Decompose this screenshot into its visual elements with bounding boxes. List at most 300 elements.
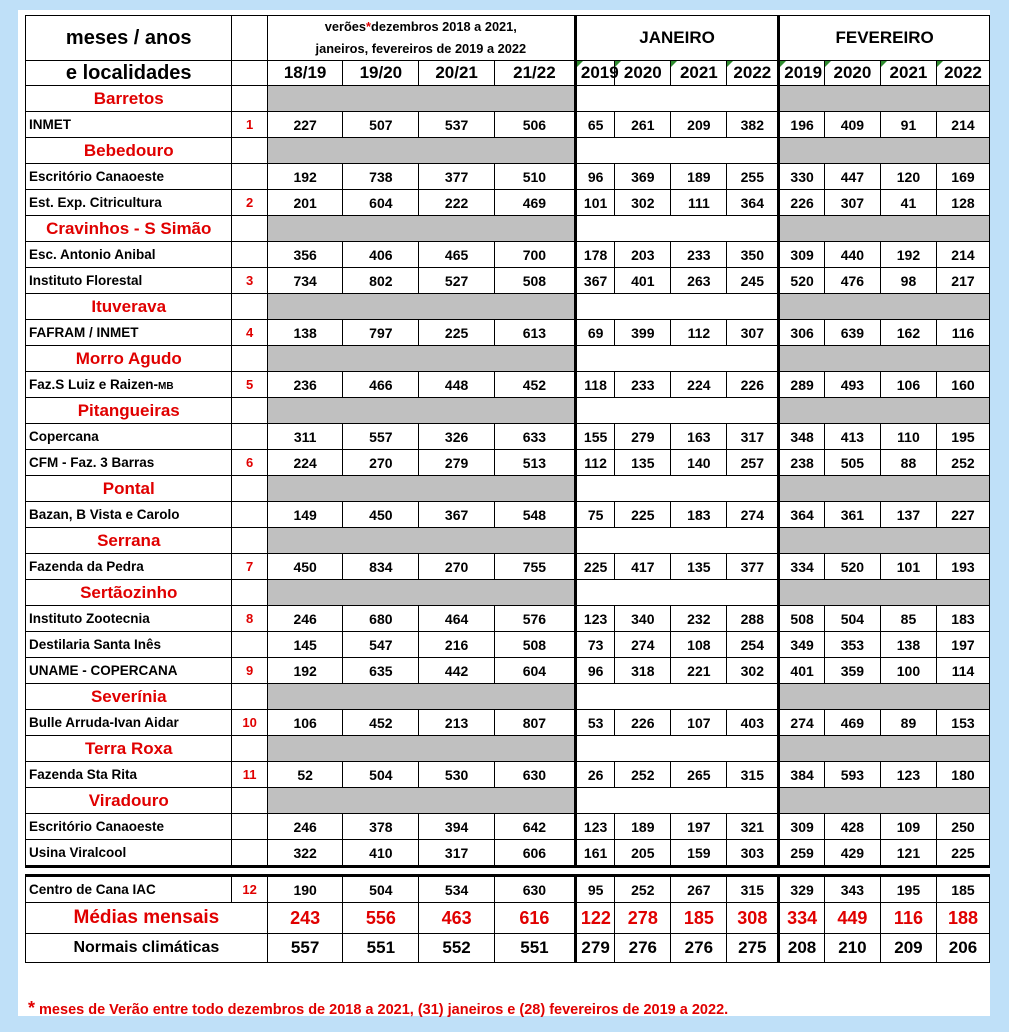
value-cell: 128: [936, 190, 989, 216]
location-label: FAFRAM / INMET: [29, 325, 139, 340]
value-cell: 69: [575, 320, 614, 346]
value-cell: 452: [343, 710, 419, 736]
value-cell: 413: [824, 424, 880, 450]
value-cell: 321: [727, 814, 779, 840]
city-name: Barretos: [26, 86, 232, 112]
value-cell: 340: [615, 606, 671, 632]
location-name: [26, 658, 232, 684]
value-cell: 700: [494, 242, 575, 268]
janeiro-header: JANEIRO: [575, 16, 778, 61]
value-cell: 270: [419, 554, 495, 580]
footnote: [28, 998, 728, 1019]
value-cell: 121: [880, 840, 936, 867]
value-cell: 227: [936, 502, 989, 528]
footnote-star: *: [28, 998, 36, 1018]
value-cell: 214: [936, 242, 989, 268]
table-row: [26, 762, 990, 788]
city-header-row: [26, 216, 990, 242]
location-label: Escritório Canaoeste: [29, 819, 165, 834]
location-name: [26, 164, 232, 190]
city-header-row: [26, 788, 990, 814]
value-cell: 630: [494, 876, 575, 903]
station-index: [232, 814, 267, 840]
value-cell: 307: [824, 190, 880, 216]
location-label: CFM - Faz. 3 Barras: [29, 455, 155, 470]
location-name: [26, 840, 232, 867]
value-cell: 448: [419, 372, 495, 398]
value-cell: 96: [575, 658, 614, 684]
gray-fill: [779, 216, 990, 242]
value-cell: 537: [419, 112, 495, 138]
city-blank: [232, 736, 267, 762]
value-cell: 317: [419, 840, 495, 867]
value-cell: 267: [671, 876, 727, 903]
value-cell: 506: [494, 112, 575, 138]
value-cell: 189: [615, 814, 671, 840]
value-cell: 606: [494, 840, 575, 867]
value-cell: 259: [779, 840, 825, 867]
col-header: 21/22: [494, 61, 575, 86]
value-cell: 189: [671, 164, 727, 190]
city-blank: [232, 580, 267, 606]
table-row: [26, 554, 990, 580]
value-cell: 639: [824, 320, 880, 346]
normals-value: 552: [419, 934, 495, 963]
value-cell: 270: [343, 450, 419, 476]
table-row: [26, 710, 990, 736]
col-header: 19/20: [343, 61, 419, 86]
value-cell: 274: [779, 710, 825, 736]
header-row-2: [26, 61, 990, 86]
city-header-row: [26, 684, 990, 710]
value-cell: 367: [419, 502, 495, 528]
table-row: [26, 840, 990, 867]
summer-header-asterisk: *: [366, 19, 372, 34]
value-cell: 160: [936, 372, 989, 398]
gray-fill: [779, 580, 990, 606]
value-cell: 288: [727, 606, 779, 632]
value-cell: 149: [267, 502, 343, 528]
location-name: [26, 450, 232, 476]
gray-fill: [267, 86, 575, 112]
location-name: [26, 112, 232, 138]
station-index: 3: [232, 268, 267, 294]
value-cell: 576: [494, 606, 575, 632]
value-cell: 593: [824, 762, 880, 788]
value-cell: 442: [419, 658, 495, 684]
value-cell: 409: [824, 112, 880, 138]
blank-fill: [575, 86, 778, 112]
station-index: 11: [232, 762, 267, 788]
value-cell: 52: [267, 762, 343, 788]
city-header-row: [26, 580, 990, 606]
value-cell: 227: [267, 112, 343, 138]
value-cell: 232: [671, 606, 727, 632]
value-cell: 145: [267, 632, 343, 658]
location-name: [26, 606, 232, 632]
value-cell: 465: [419, 242, 495, 268]
value-cell: 246: [267, 606, 343, 632]
location-name: [26, 372, 232, 398]
value-cell: 807: [494, 710, 575, 736]
value-cell: 254: [727, 632, 779, 658]
gray-fill: [779, 528, 990, 554]
value-cell: 604: [494, 658, 575, 684]
value-cell: 520: [824, 554, 880, 580]
value-cell: 252: [936, 450, 989, 476]
value-cell: 504: [343, 876, 419, 903]
location-label: Faz.S Luiz e Raizen-: [29, 377, 159, 392]
value-cell: 197: [936, 632, 989, 658]
table-row: [26, 450, 990, 476]
value-cell: 193: [936, 554, 989, 580]
location-label: INMET: [29, 117, 71, 132]
summer-header-b: dezembros 2018 a 2021,: [371, 19, 517, 34]
value-cell: 88: [880, 450, 936, 476]
gray-fill: [779, 138, 990, 164]
normals-row: [26, 934, 990, 963]
value-cell: 364: [779, 502, 825, 528]
normals-value: 276: [615, 934, 671, 963]
value-cell: 279: [615, 424, 671, 450]
value-cell: 153: [936, 710, 989, 736]
value-cell: 309: [779, 242, 825, 268]
value-cell: 604: [343, 190, 419, 216]
fevereiro-header: FEVEREIRO: [779, 16, 990, 61]
city-blank: [232, 398, 267, 424]
table-row: [26, 268, 990, 294]
value-cell: 101: [575, 190, 614, 216]
value-cell: 504: [343, 762, 419, 788]
value-cell: 330: [779, 164, 825, 190]
value-cell: 109: [880, 814, 936, 840]
separator-row: [26, 867, 990, 876]
gray-fill: [267, 736, 575, 762]
value-cell: 635: [343, 658, 419, 684]
value-cell: 195: [936, 424, 989, 450]
value-cell: 326: [419, 424, 495, 450]
value-cell: 377: [727, 554, 779, 580]
gray-fill: [267, 138, 575, 164]
value-cell: 440: [824, 242, 880, 268]
city-blank: [232, 346, 267, 372]
value-cell: 225: [419, 320, 495, 346]
value-cell: 802: [343, 268, 419, 294]
value-cell: 197: [671, 814, 727, 840]
city-header-row: [26, 294, 990, 320]
summer-header-line2: janeiros, fevereiros de 2019 a 2022: [315, 41, 527, 56]
value-cell: 123: [575, 814, 614, 840]
city-blank: [232, 528, 267, 554]
value-cell: 169: [936, 164, 989, 190]
value-cell: 201: [267, 190, 343, 216]
station-index: [232, 242, 267, 268]
value-cell: 91: [880, 112, 936, 138]
value-cell: 114: [936, 658, 989, 684]
city-blank: [232, 216, 267, 242]
station-index: [232, 424, 267, 450]
location-name: [26, 424, 232, 450]
averages-label: Médias mensais: [26, 903, 268, 934]
value-cell: 353: [824, 632, 880, 658]
value-cell: 205: [615, 840, 671, 867]
col-header: 2022: [936, 61, 989, 86]
col-header: 20/21: [419, 61, 495, 86]
location-name: [26, 710, 232, 736]
gray-fill: [267, 398, 575, 424]
value-cell: 303: [727, 840, 779, 867]
value-cell: 180: [936, 762, 989, 788]
value-cell: 106: [880, 372, 936, 398]
value-cell: 738: [343, 164, 419, 190]
value-cell: 466: [343, 372, 419, 398]
header-blank-2: [232, 61, 267, 86]
averages-value: 116: [880, 903, 936, 934]
value-cell: 195: [880, 876, 936, 903]
table-row: [26, 814, 990, 840]
location-label: Bulle Arruda-Ivan Aidar: [29, 715, 179, 730]
value-cell: 225: [936, 840, 989, 867]
station-index: [232, 840, 267, 867]
value-cell: 222: [419, 190, 495, 216]
blank-fill: [575, 684, 778, 710]
value-cell: 505: [824, 450, 880, 476]
station-index: 1: [232, 112, 267, 138]
value-cell: 548: [494, 502, 575, 528]
value-cell: 356: [267, 242, 343, 268]
gray-fill: [267, 788, 575, 814]
city-name: Pitangueiras: [26, 398, 232, 424]
location-name: [26, 814, 232, 840]
table-row: [26, 502, 990, 528]
value-cell: 274: [615, 632, 671, 658]
value-cell: 224: [267, 450, 343, 476]
city-name: Ituverava: [26, 294, 232, 320]
gray-fill: [267, 294, 575, 320]
value-cell: 279: [419, 450, 495, 476]
value-cell: 138: [880, 632, 936, 658]
value-cell: 216: [419, 632, 495, 658]
averages-value: 185: [671, 903, 727, 934]
city-blank: [232, 86, 267, 112]
value-cell: 252: [615, 762, 671, 788]
city-name: Cravinhos - S Simão: [26, 216, 232, 242]
value-cell: 203: [615, 242, 671, 268]
city-blank: [232, 294, 267, 320]
value-cell: 557: [343, 424, 419, 450]
averages-value: 308: [727, 903, 779, 934]
table-row: [26, 632, 990, 658]
location-name: [26, 190, 232, 216]
value-cell: 226: [615, 710, 671, 736]
value-cell: 834: [343, 554, 419, 580]
summer-header: [267, 16, 575, 61]
col-header: 18/19: [267, 61, 343, 86]
gray-fill: [779, 398, 990, 424]
value-cell: 183: [671, 502, 727, 528]
value-cell: 123: [880, 762, 936, 788]
table-row: [26, 320, 990, 346]
value-cell: 255: [727, 164, 779, 190]
gray-fill: [779, 294, 990, 320]
value-cell: 246: [267, 814, 343, 840]
value-cell: 178: [575, 242, 614, 268]
value-cell: 450: [267, 554, 343, 580]
location-name: [26, 876, 232, 903]
blank-fill: [575, 736, 778, 762]
city-name: Serrana: [26, 528, 232, 554]
gray-fill: [267, 216, 575, 242]
location-name: [26, 242, 232, 268]
blank-fill: [575, 216, 778, 242]
value-cell: 213: [419, 710, 495, 736]
value-cell: 302: [615, 190, 671, 216]
value-cell: 96: [575, 164, 614, 190]
rainfall-sheet: [18, 10, 990, 1016]
gray-fill: [779, 788, 990, 814]
value-cell: 520: [779, 268, 825, 294]
value-cell: 89: [880, 710, 936, 736]
header-title-line2: e localidades: [26, 61, 232, 86]
value-cell: 238: [779, 450, 825, 476]
value-cell: 41: [880, 190, 936, 216]
table-row: [26, 112, 990, 138]
value-cell: 377: [419, 164, 495, 190]
city-name: Bebedouro: [26, 138, 232, 164]
normals-value: 557: [267, 934, 343, 963]
value-cell: 378: [343, 814, 419, 840]
value-cell: 630: [494, 762, 575, 788]
col-header: 2022: [727, 61, 779, 86]
gray-fill: [779, 86, 990, 112]
value-cell: 85: [880, 606, 936, 632]
blank-fill: [575, 138, 778, 164]
blank-fill: [575, 580, 778, 606]
value-cell: 527: [419, 268, 495, 294]
value-cell: 334: [779, 554, 825, 580]
value-cell: 118: [575, 372, 614, 398]
value-cell: 265: [671, 762, 727, 788]
value-cell: 507: [343, 112, 419, 138]
gray-fill: [267, 684, 575, 710]
value-cell: 214: [936, 112, 989, 138]
value-cell: 137: [880, 502, 936, 528]
value-cell: 263: [671, 268, 727, 294]
value-cell: 428: [824, 814, 880, 840]
value-cell: 429: [824, 840, 880, 867]
value-cell: 311: [267, 424, 343, 450]
blank-fill: [575, 294, 778, 320]
value-cell: 162: [880, 320, 936, 346]
value-cell: 476: [824, 268, 880, 294]
value-cell: 185: [936, 876, 989, 903]
value-cell: 350: [727, 242, 779, 268]
value-cell: 196: [779, 112, 825, 138]
value-cell: 236: [267, 372, 343, 398]
header-row-1: [26, 16, 990, 61]
value-cell: 110: [880, 424, 936, 450]
value-cell: 245: [727, 268, 779, 294]
averages-value: 278: [615, 903, 671, 934]
value-cell: 65: [575, 112, 614, 138]
value-cell: 508: [494, 268, 575, 294]
gray-fill: [779, 736, 990, 762]
averages-value: 449: [824, 903, 880, 934]
normals-value: 209: [880, 934, 936, 963]
value-cell: 226: [727, 372, 779, 398]
value-cell: 26: [575, 762, 614, 788]
value-cell: 382: [727, 112, 779, 138]
blank-fill: [575, 788, 778, 814]
value-cell: 233: [615, 372, 671, 398]
footnote-text: meses de Verão entre todo dezembros de 2018 a 2021, (31) janeiros e (28) fevereiros de 2019 a 2022.: [35, 1002, 729, 1018]
table-row: [26, 606, 990, 632]
gray-fill: [267, 346, 575, 372]
value-cell: 95: [575, 876, 614, 903]
gray-fill: [779, 684, 990, 710]
location-label: Usina Viralcool: [29, 845, 127, 860]
city-header-row: [26, 138, 990, 164]
col-header: 2020: [824, 61, 880, 86]
value-cell: 318: [615, 658, 671, 684]
value-cell: 513: [494, 450, 575, 476]
value-cell: 123: [575, 606, 614, 632]
station-index: 10: [232, 710, 267, 736]
value-cell: 369: [615, 164, 671, 190]
normals-value: 551: [343, 934, 419, 963]
station-index: 7: [232, 554, 267, 580]
value-cell: 190: [267, 876, 343, 903]
value-cell: 163: [671, 424, 727, 450]
value-cell: 221: [671, 658, 727, 684]
averages-value: 556: [343, 903, 419, 934]
averages-value: 616: [494, 903, 575, 934]
value-cell: 403: [727, 710, 779, 736]
averages-value: 243: [267, 903, 343, 934]
blank-fill: [575, 476, 778, 502]
value-cell: 401: [615, 268, 671, 294]
value-cell: 108: [671, 632, 727, 658]
location-suffix: MB: [158, 381, 174, 392]
table-row: [26, 372, 990, 398]
value-cell: 508: [779, 606, 825, 632]
value-cell: 224: [671, 372, 727, 398]
value-cell: 642: [494, 814, 575, 840]
value-cell: 307: [727, 320, 779, 346]
city-blank: [232, 684, 267, 710]
station-index: [232, 164, 267, 190]
value-cell: 183: [936, 606, 989, 632]
location-name: [26, 632, 232, 658]
value-cell: 217: [936, 268, 989, 294]
city-name: Severínia: [26, 684, 232, 710]
city-header-row: [26, 86, 990, 112]
rainfall-table: [25, 15, 990, 963]
value-cell: 209: [671, 112, 727, 138]
col-header: 2021: [671, 61, 727, 86]
city-header-row: [26, 736, 990, 762]
station-index: 5: [232, 372, 267, 398]
value-cell: 250: [936, 814, 989, 840]
gray-fill: [779, 346, 990, 372]
value-cell: 111: [671, 190, 727, 216]
location-label: Fazenda da Pedra: [29, 559, 144, 574]
location-name: [26, 502, 232, 528]
value-cell: 106: [267, 710, 343, 736]
col-header: 2021: [880, 61, 936, 86]
value-cell: 349: [779, 632, 825, 658]
value-cell: 469: [824, 710, 880, 736]
